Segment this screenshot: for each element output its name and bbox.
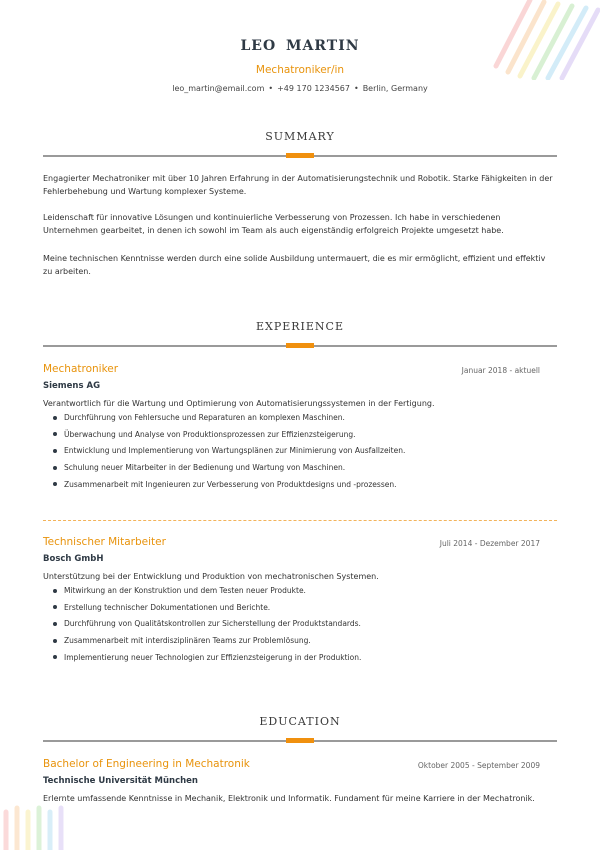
job-role: Mechatroniker/in <box>255 64 345 76</box>
summary-title: SUMMARY <box>265 130 335 143</box>
job-date: Januar 2018 - aktuell <box>461 366 540 375</box>
summary-paragraph-3: Meine technischen Kenntnisse werden durch eine solide Ausbildung untermauert, die es mir ermöglicht, effizient und effektiv zu arbeiten. <box>43 254 546 276</box>
experience-section-header <box>43 320 557 347</box>
bullet-text: Zusammenarbeit mit Ingenieuren zur Verbesserung von Produktdesigns und -prozessen. <box>64 479 397 489</box>
degree-title: Bachelor of Engineering in Mechatronik <box>43 758 250 770</box>
contact-separator: • <box>353 84 359 93</box>
summary-paragraph-1: Engagierter Mechatroniker mit über 10 Jahren Erfahrung in der Automatisierungstechnik und Robotik. Starke Fähigkeiten in der Fehlerbehebung und Wartung komplexer Systeme. <box>43 174 553 196</box>
bullet-text: Entwicklung und Implementierung von Wartungsplänen zur Minimierung von Ausfallzeiten. <box>64 446 406 456</box>
list-item <box>43 618 540 635</box>
job-description: Unterstützung bei der Entwicklung und Produktion von mechatronischen Systemen. <box>43 572 379 581</box>
entry-divider <box>43 520 557 521</box>
job-bullet-list <box>43 412 540 495</box>
contact-email[interactable]: leo_martin@email.com <box>172 84 265 93</box>
summary-section-header <box>43 130 557 157</box>
candidate-name <box>0 38 600 54</box>
bullet-text: Durchführung von Qualitätskontrollen zur Sicherstellung der Produktstandards. <box>64 619 361 629</box>
bullet-icon <box>53 639 57 643</box>
job-title-row <box>43 536 540 550</box>
bullet-icon <box>53 416 57 420</box>
list-item <box>43 479 540 496</box>
experience-title: EXPERIENCE <box>255 320 345 333</box>
education-item <box>43 758 540 803</box>
list-item <box>43 602 540 619</box>
school-name: Technische Universität München <box>43 776 198 786</box>
education-date: Oktober 2005 - September 2009 <box>417 761 540 770</box>
contact-separator: • <box>268 84 274 93</box>
contact-phone[interactable]: +49 170 1234567 <box>277 84 350 93</box>
bullet-text: Erstellung technischer Dokumentationen und Berichte. <box>64 602 271 612</box>
bullet-icon <box>53 449 57 453</box>
resume-header <box>0 38 600 93</box>
divider-accent <box>286 738 314 743</box>
bullet-icon <box>53 655 57 659</box>
company-name: Siemens AG <box>43 381 101 391</box>
list-item <box>43 585 540 602</box>
job-description: Verantwortlich für die Wartung und Optimierung von Automatisierungssystemen in der Fertigung. <box>43 399 435 408</box>
bullet-text: Mitwirkung an der Konstruktion und dem Testen neuer Produkte. <box>64 586 306 595</box>
bullet-icon <box>53 466 57 470</box>
bullet-text: Überwachung und Analyse von Produktionsprozessen zur Effizienzsteigerung. <box>64 429 356 439</box>
job-title: Technischer Mitarbeiter <box>43 536 166 548</box>
education-description: Erlernte umfassende Kenntnisse in Mechanik, Elektronik und Informatik. Fundament für meine Karriere in der Mechatronik. <box>43 794 535 803</box>
bullet-text: Durchführung von Fehlersuche und Reparaturen an komplexen Maschinen. <box>64 413 345 422</box>
list-item <box>43 652 540 669</box>
divider-accent <box>286 343 314 348</box>
list-item <box>43 445 540 462</box>
education-section-header <box>43 715 557 742</box>
section-divider <box>43 740 557 742</box>
section-divider <box>43 345 557 347</box>
bullet-text: Schulung neuer Mitarbeiter in der Bedienung und Wartung von Maschinen. <box>64 463 346 473</box>
job-date: Juli 2014 - Dezember 2017 <box>439 539 540 548</box>
company-name: Bosch GmbH <box>43 554 104 564</box>
experience-item <box>43 536 540 668</box>
contact-location: Berlin, Germany <box>362 84 428 93</box>
bullet-icon <box>53 622 57 626</box>
summary-paragraph-2: Leidenschaft für innovative Lösungen und kontinuierliche Verbesserung von Prozessen. Ich habe in verschiedenen Unternehmen gearbeitet, in denen ich sowohl im Team als auch eigenständig erfolgreich Projekte umgesetzt habe. <box>43 213 504 235</box>
bullet-icon <box>53 432 57 436</box>
list-item <box>43 635 540 652</box>
job-title: Mechatroniker <box>43 363 119 375</box>
list-item <box>43 412 540 429</box>
divider-accent <box>286 153 314 158</box>
decorative-stripes-bottom-left <box>0 802 75 850</box>
degree-row <box>43 758 540 772</box>
bullet-icon <box>53 605 57 609</box>
list-item <box>43 429 540 446</box>
first-name: LEO <box>240 38 277 54</box>
job-title-row <box>43 363 540 377</box>
bullet-icon <box>53 482 57 486</box>
education-title: EDUCATION <box>259 715 341 728</box>
bullet-icon <box>53 589 57 593</box>
list-item <box>43 462 540 479</box>
contact-line <box>0 84 600 93</box>
bullet-text: Zusammenarbeit mit interdisziplinären Teams zur Problemlösung. <box>64 636 311 646</box>
last-name: MARTIN <box>286 38 360 54</box>
job-bullet-list <box>43 585 540 668</box>
section-divider <box>43 155 557 157</box>
experience-item <box>43 363 540 495</box>
bullet-text: Implementierung neuer Technologien zur Effizienzsteigerung in der Produktion. <box>64 652 362 662</box>
